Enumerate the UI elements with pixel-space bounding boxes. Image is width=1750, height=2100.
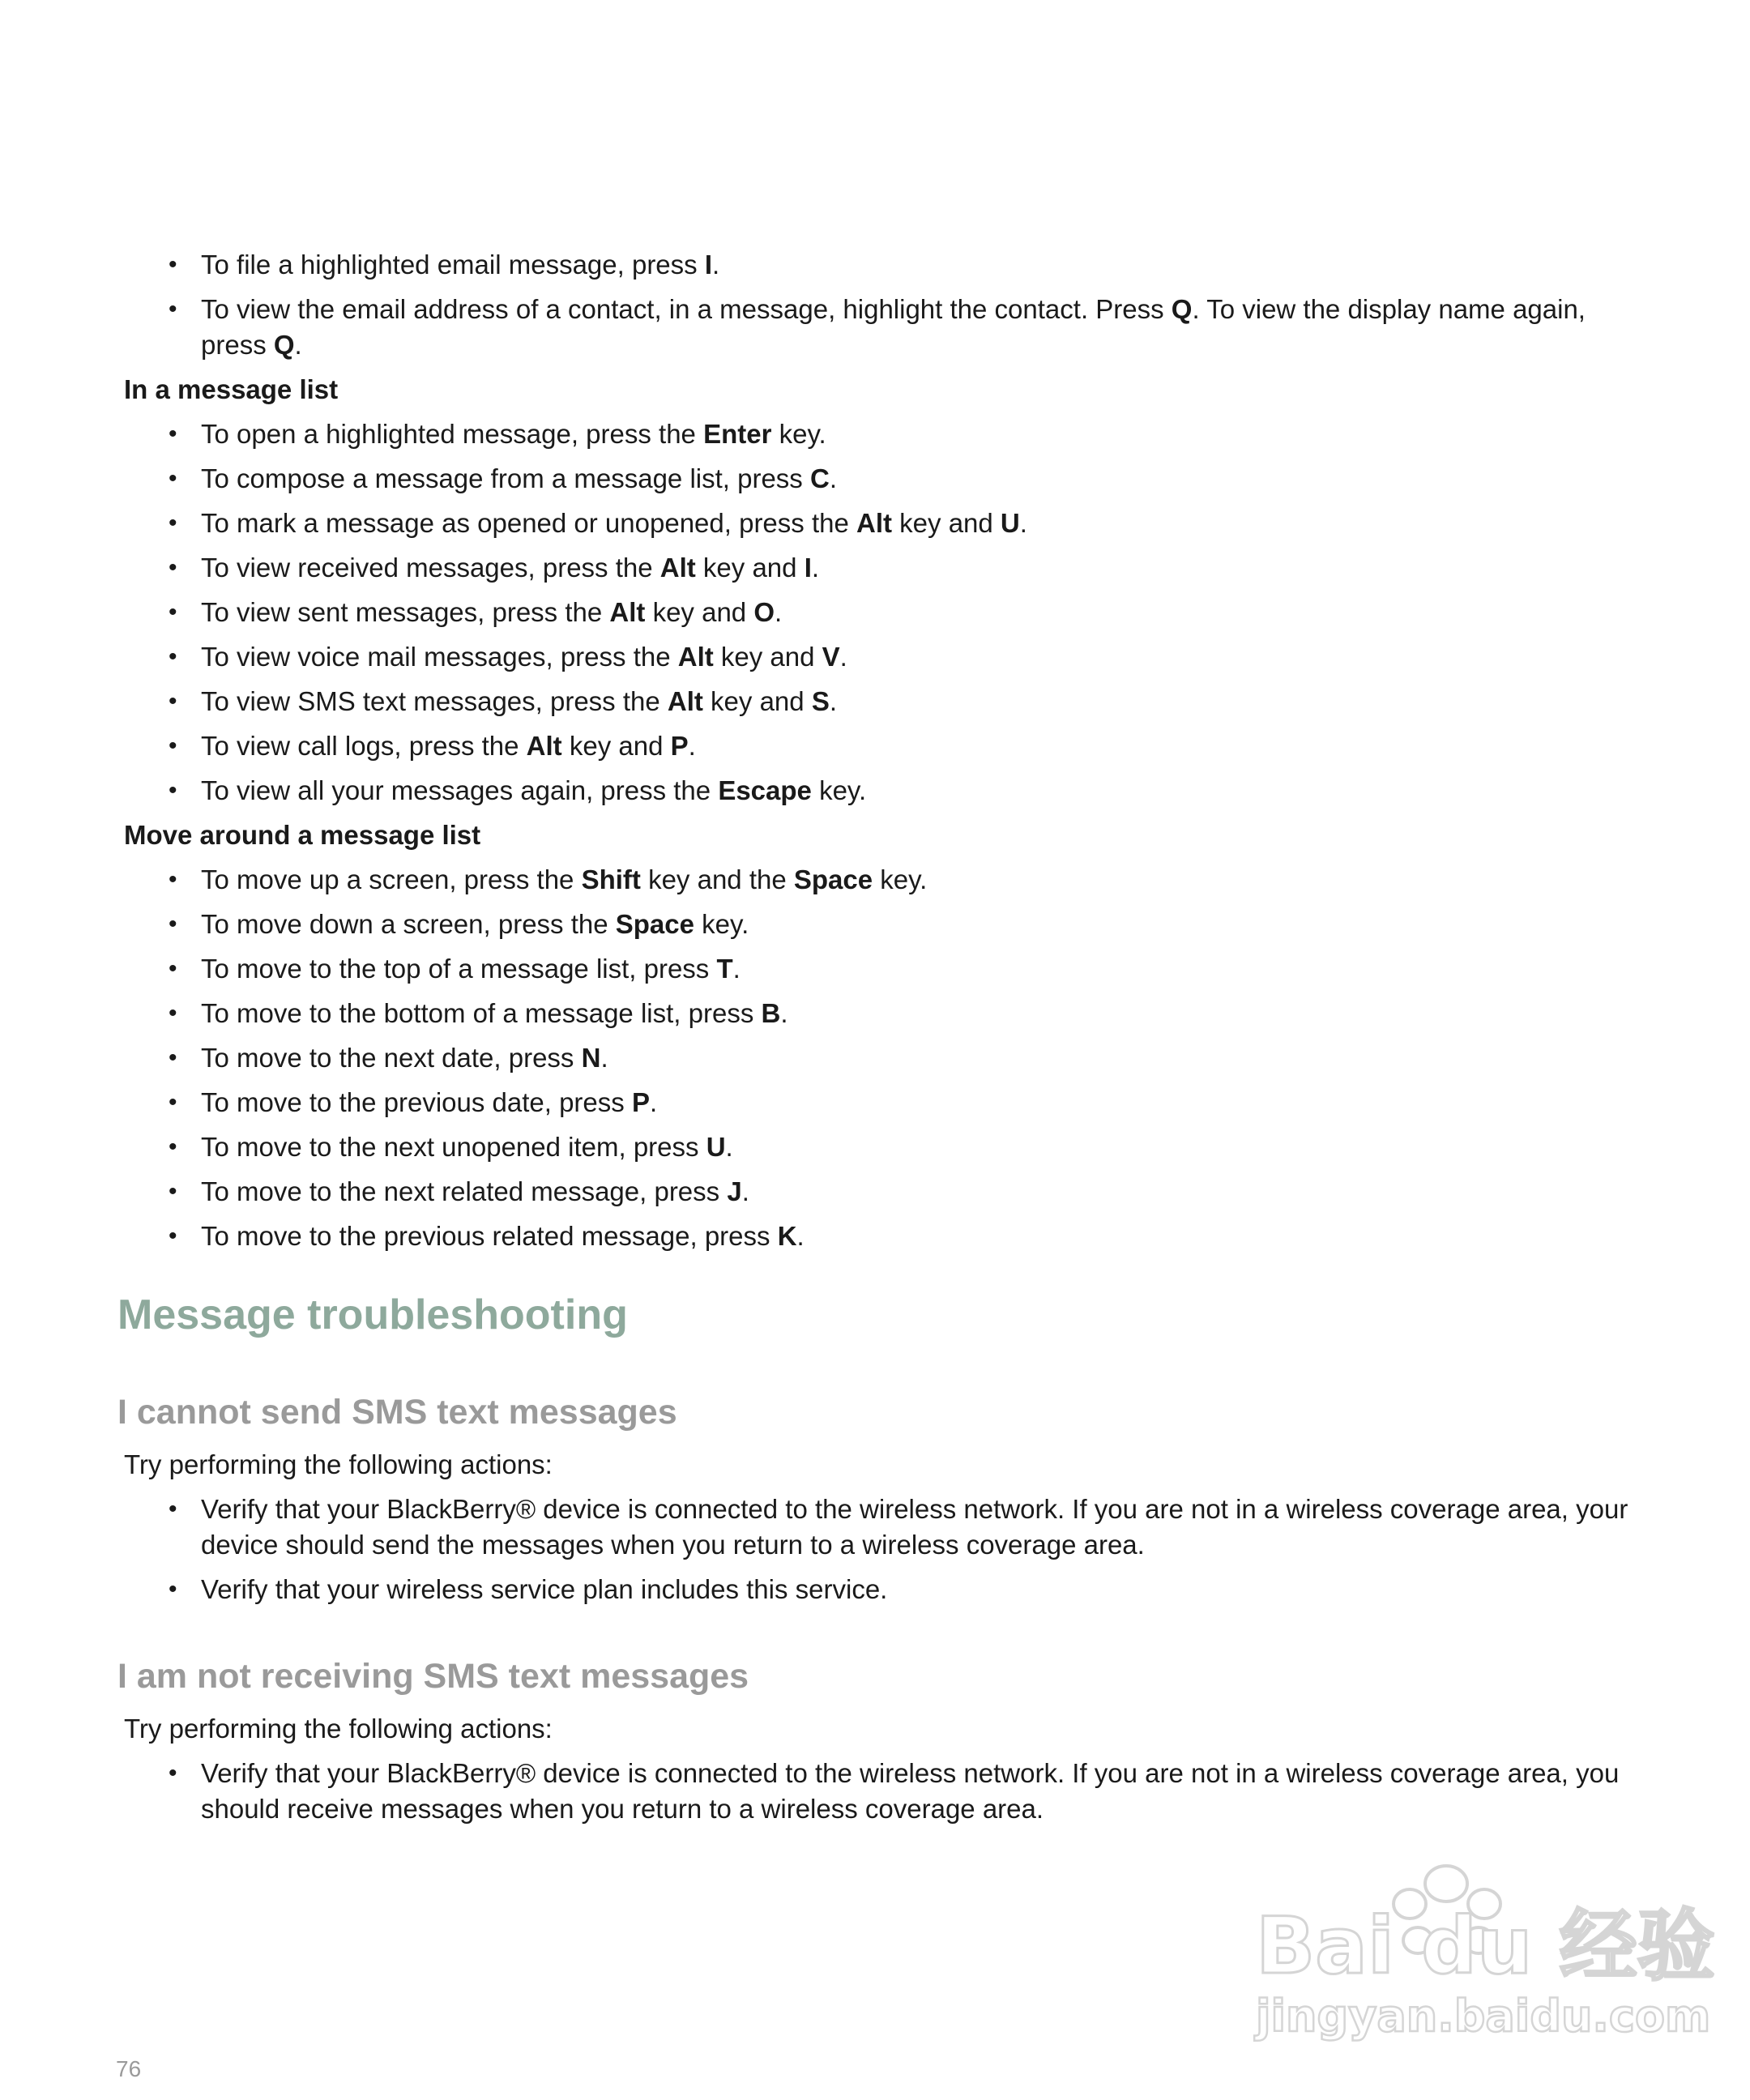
list-item: • To mark a message as opened or unopened, press the Alt key and U. bbox=[201, 506, 1649, 541]
list-item: • To view the email address of a contact, in a message, highlight the contact. Press Q. To view the display name again, press Q. bbox=[201, 292, 1649, 363]
move-around-shortcuts bbox=[117, 862, 1649, 1254]
list-item: • To move down a screen, press the Space key. bbox=[201, 907, 1649, 942]
bullet-icon: • bbox=[169, 866, 177, 893]
list-item: • Verify that your BlackBerry® device is connected to the wireless network. If you are not in a wireless coverage area, your device should send the messages when you return to a wireless coverage area. bbox=[201, 1492, 1649, 1563]
bullet-icon: • bbox=[169, 1044, 177, 1071]
bullet-icon: • bbox=[169, 1133, 177, 1160]
move-around-heading: Move around a message list bbox=[124, 820, 481, 850]
list-item: • Verify that your BlackBerry® device is connected to the wireless network. If you are not in a wireless coverage area, you should receive messages when you return to a wireless coverage area. bbox=[201, 1756, 1649, 1827]
list-item: • To move to the previous date, press P. bbox=[201, 1085, 1649, 1120]
watermark-url: jingyan.baidu.com bbox=[1256, 1991, 1711, 2042]
list-item: • To move to the next date, press N. bbox=[201, 1040, 1649, 1076]
bullet-icon: • bbox=[169, 1760, 177, 1786]
watermark-brand: Bai du 经验 bbox=[1256, 1901, 1715, 1991]
bullet-icon: • bbox=[169, 1496, 177, 1522]
list-item: • To view sent messages, press the Alt key and O. bbox=[201, 595, 1649, 630]
bullet-icon: • bbox=[169, 420, 177, 447]
cannot-send-list bbox=[117, 1492, 1649, 1607]
list-item: • Verify that your wireless service plan includes this service. bbox=[201, 1572, 1649, 1607]
list-item: • To move to the next related message, press J. bbox=[201, 1174, 1649, 1210]
bullet-icon: • bbox=[169, 251, 177, 278]
list-item: • To view call logs, press the Alt key and P. bbox=[201, 728, 1649, 764]
not-receiving-list bbox=[117, 1756, 1649, 1827]
list-item: • To view SMS text messages, press the Alt key and S. bbox=[201, 684, 1649, 719]
list-item: • To file a highlighted email message, press I. bbox=[201, 247, 1649, 283]
section-title: Message troubleshooting bbox=[117, 1291, 628, 1338]
bullet-icon: • bbox=[169, 777, 177, 804]
list-item: • To move to the bottom of a message list, press B. bbox=[201, 996, 1649, 1031]
page-content bbox=[117, 247, 1649, 1836]
list-item: • To compose a message from a message list, press C. bbox=[201, 461, 1649, 497]
list-item: • To view voice mail messages, press the Alt key and V. bbox=[201, 639, 1649, 675]
topic-title-cannot-send: I cannot send SMS text messages bbox=[117, 1393, 677, 1432]
bullet-icon: • bbox=[169, 688, 177, 715]
baidu-watermark-logo bbox=[1248, 1851, 1715, 2046]
intro-text: Try performing the following actions: bbox=[124, 1449, 553, 1479]
list-item: • To move up a screen, press the Shift key and the Space key. bbox=[201, 862, 1649, 898]
bullet-icon: • bbox=[169, 1089, 177, 1116]
list-item: • To move to the previous related message, press K. bbox=[201, 1219, 1649, 1254]
topic-title-not-receiving: I am not receiving SMS text messages bbox=[117, 1657, 749, 1696]
bullet-icon: • bbox=[169, 510, 177, 536]
message-list-shortcuts bbox=[117, 416, 1649, 809]
bullet-icon: • bbox=[169, 911, 177, 937]
bullet-icon: • bbox=[169, 554, 177, 581]
bullet-icon: • bbox=[169, 1000, 177, 1027]
bullet-icon: • bbox=[169, 1178, 177, 1205]
list-item: • To open a highlighted message, press the Enter key. bbox=[201, 416, 1649, 452]
bullet-icon: • bbox=[169, 599, 177, 625]
list-item: • To view all your messages again, press the Escape key. bbox=[201, 773, 1649, 809]
bullet-icon: • bbox=[169, 955, 177, 982]
bullet-icon: • bbox=[169, 643, 177, 670]
bullet-icon: • bbox=[169, 465, 177, 492]
message-list-heading: In a message list bbox=[124, 374, 339, 404]
bullet-icon: • bbox=[169, 1223, 177, 1249]
bullet-icon: • bbox=[169, 1576, 177, 1603]
list-item: • To move to the top of a message list, press T. bbox=[201, 951, 1649, 987]
list-item: • To view received messages, press the Alt key and I. bbox=[201, 550, 1649, 586]
email-shortcut-list bbox=[117, 247, 1649, 363]
intro-text: Try performing the following actions: bbox=[124, 1714, 553, 1744]
bullet-icon: • bbox=[169, 296, 177, 322]
bullet-icon: • bbox=[169, 732, 177, 759]
page-number: 76 bbox=[116, 2056, 142, 2081]
list-item: • To move to the next unopened item, press U. bbox=[201, 1129, 1649, 1165]
